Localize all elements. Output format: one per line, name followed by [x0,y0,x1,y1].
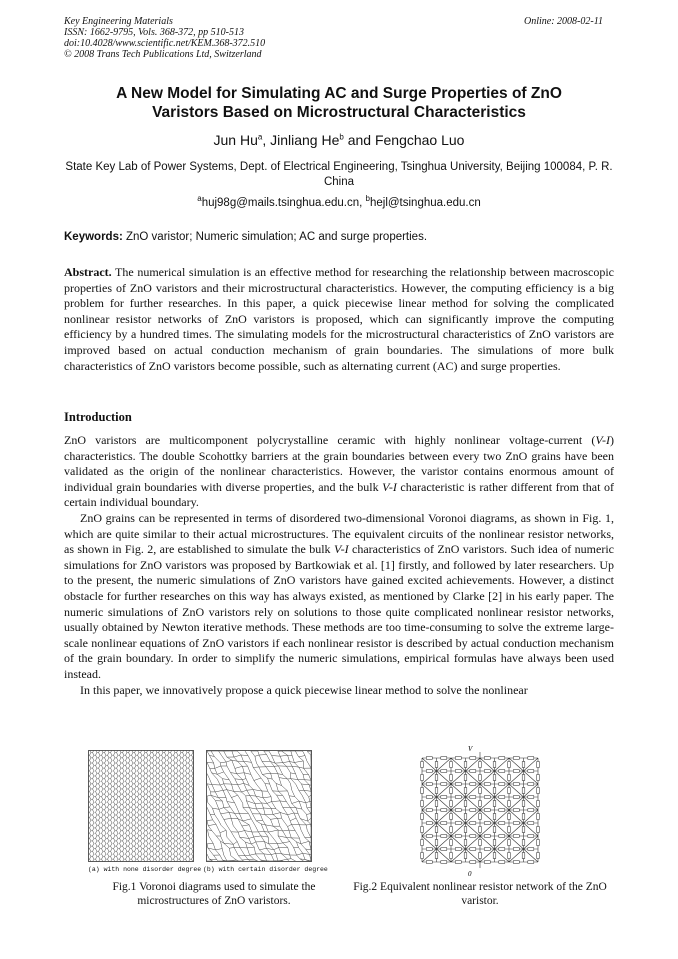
resistor-symbol [421,840,424,846]
resistor-symbol [522,853,525,859]
resistor-symbol [479,814,482,820]
resistor-symbol [479,853,482,859]
resistor-symbol [421,801,424,807]
resistor-symbol [426,783,432,786]
title-line-1: A New Model for Simulating AC and Surge Properties of ZnO [116,85,562,102]
resistor-symbol [499,822,505,825]
author-name: Jun Hu [213,132,258,148]
resistor-symbol [426,822,432,825]
resistor-symbol [508,775,511,781]
resistor-symbol [513,835,519,838]
resistor-symbol [450,801,453,807]
resistor-symbol [528,861,534,864]
resistor-symbol [528,770,534,773]
figure-1b [206,750,312,862]
voronoi-disordered-image [206,750,312,862]
resistor-symbol [426,835,432,838]
resistor-symbol [484,783,490,786]
resistor-symbol [450,853,453,859]
resistor-symbol [426,757,432,760]
text-run: In this paper, we innovatively propose a quick piecewise linear method to solve the nonlinear [80,682,528,697]
resistor-symbol [421,814,424,820]
resistor-symbol [479,801,482,807]
resistor-symbol [493,827,496,833]
resistor-symbol [426,848,432,851]
abstract-label: Abstract. [64,265,112,279]
voronoi-regular-image [88,750,194,862]
resistor-symbol [479,788,482,794]
resistor-symbol [493,801,496,807]
text-run: characteristics of ZnO varistors. Such idea of numeric simulations for ZnO varistors was proposed by Bartkowiak et al. [1] firstly, and followed by later researchers. Up to the present, the numeric simulations of ZnO varistors have gained excited achievements. However, a distinct obstacle for further researches on this way has always existed, as mentioned by Clarke [2] in his early paper. The numeric simulations of ZnO varistors rely on solutions to those quite complicated nonlinear resistor networks, usually obtained by Newton iterative methods. These methods are too time-consuming to solve the extreme large-scale nonlinear equations of ZnO varistors if each nonlinear resistor is described by actual conduction mechanism of the grain boundary. In order to simplify the numeric simulations, empirical formulas have always been used instead. [64,542,614,681]
resistor-symbol [508,762,511,768]
resistor-symbol [464,788,467,794]
doi-line: doi:10.4028/www.scientific.net/KEM.368-372.510 [64,38,266,49]
resistor-symbol [421,853,424,859]
resistor-symbol [528,796,534,799]
paper-title [64,84,614,122]
resistor-symbol [493,762,496,768]
resistor-symbol [499,783,505,786]
resistor-symbol [421,788,424,794]
resistor-symbol [499,770,505,773]
resistor-symbol [479,762,482,768]
resistor-symbol [513,783,519,786]
abstract-text: The numerical simulation is an effective method for researching the relationship between macroscopic properties of ZnO varistors and their microstructural characteristics. However, the computing efficiency is a big problem for further researches. In this paper, a quick piecewise linear method for solving the complicated nonlinear resistor networks of ZnO varistors is proposed, which can significantly improve the computing efficiency by a hundred times. The simulating models for the microstructural characteristics of ZnO varistors are improved based on actual conduction mechanism of grain boundaries. The simulations of more bulk characteristics of ZnO varistors become possible, such as alternating current (AC) and surge properties. [64,265,614,373]
resistor-symbol [435,814,438,820]
resistor-symbol [499,835,505,838]
resistor-network-diagram [410,742,550,878]
keywords [64,231,614,243]
resistor-symbol [470,861,476,864]
figure-1a-label: (a) with none disorder degree [88,866,202,873]
resistor-symbol [522,775,525,781]
resistor-symbol [464,853,467,859]
resistor-symbol [470,796,476,799]
resistor-symbol [499,796,505,799]
resistor-symbol [426,770,432,773]
resistor-symbol [435,801,438,807]
resistor-symbol [441,796,447,799]
paragraph [64,433,614,511]
resistor-symbol [464,814,467,820]
resistor-symbol [528,757,534,760]
resistor-symbol [435,788,438,794]
resistor-symbol [435,840,438,846]
italic-term: V-I [595,433,610,447]
resistor-symbol [450,762,453,768]
author-emails [64,194,614,209]
resistor-symbol [441,835,447,838]
resistor-symbol [484,796,490,799]
affiliation: State Key Lab of Power Systems, Dept. of Electrical Engineering, Tsinghua University, Beijing 100084, P. R. China [65,161,613,188]
resistor-symbol [537,775,540,781]
figure-1b-label: (b) with certain disorder degree [203,866,328,873]
resistor-symbol [522,801,525,807]
introduction-body [64,433,614,698]
keywords-text: ZnO varistor; Numeric simulation; AC and surge properties. [122,231,428,243]
resistor-symbol [537,788,540,794]
resistor-symbol [455,796,461,799]
author-separator: , [262,132,271,148]
resistor-symbol [522,762,525,768]
email-link[interactable]: hejl@tsinghua.edu.cn [369,196,481,209]
resistor-symbol [508,853,511,859]
resistor-symbol [528,809,534,812]
figure-2 [410,742,550,878]
resistor-symbol [464,840,467,846]
figure-2-caption: Fig.2 Equivalent nonlinear resistor network of the ZnO varistor. [353,881,607,907]
resistor-symbol [508,827,511,833]
resistor-symbol [470,809,476,812]
resistor-symbol [455,835,461,838]
resistor-symbol [537,853,540,859]
email-mark: a [197,194,202,203]
resistor-symbol [441,783,447,786]
issn-line: ISSN: 1662-9795, Vols. 368-372, pp 510-513 [64,27,244,38]
resistor-symbol [513,822,519,825]
resistor-symbol [455,848,461,851]
resistor-symbol [455,783,461,786]
resistor-symbol [470,757,476,760]
resistor-symbol [435,853,438,859]
resistor-symbol [537,814,540,820]
resistor-symbol [493,840,496,846]
journal-name: Key Engineering Materials [64,16,173,27]
resistor-symbol [484,822,490,825]
resistor-symbol [450,775,453,781]
resistor-symbol [421,762,424,768]
resistor-symbol [421,827,424,833]
figure-1-caption: Fig.1 Voronoi diagrams used to simulate the microstructures of ZnO varistors. [112,881,316,907]
email-separator: , [359,196,366,209]
resistor-symbol [493,788,496,794]
resistor-symbol [450,840,453,846]
abstract [64,265,614,374]
resistor-symbol [464,801,467,807]
resistor-symbol [508,840,511,846]
text-run: ) characteristics. The double Scohottky barriers at the grain boundaries between every two ZnO grains have been validated as the origin of the nonlinear characteristics. However, the varistor contains enormous amount of individual grain boundaries with diverse properties, and the bulk [64,433,614,494]
resistor-symbol [435,762,438,768]
resistor-symbol [450,814,453,820]
resistor-symbol [455,757,461,760]
resistor-symbol [455,809,461,812]
voltage-label: V [468,745,473,753]
online-date: Online: 2008-02-11 [524,16,603,27]
resistor-symbol [508,788,511,794]
resistor-symbol [522,840,525,846]
resistor-symbol [441,757,447,760]
copyright-line: © 2008 Trans Tech Publications Ltd, Switzerland [64,49,262,60]
resistor-symbol [484,835,490,838]
resistor-symbol [435,775,438,781]
resistor-symbol [455,770,461,773]
resistor-symbol [470,822,476,825]
email-link[interactable]: huj98g@mails.tsinghua.edu.cn [201,196,360,209]
resistor-symbol [537,840,540,846]
resistor-symbol [513,861,519,864]
resistor-symbol [464,762,467,768]
resistor-symbol [421,775,424,781]
author-name: Fengchao Luo [374,132,465,148]
text-run: characteristic is rather different from that of certain individual boundary. [64,479,614,510]
resistor-symbol [484,848,490,851]
resistor-symbol [522,788,525,794]
keywords-label: Keywords: [64,231,123,243]
resistor-symbol [479,827,482,833]
resistor-symbol [528,822,534,825]
figure-1a [88,750,194,862]
resistor-symbol [426,796,432,799]
resistor-symbol [464,827,467,833]
resistor-symbol [537,827,540,833]
resistor-symbol [455,822,461,825]
italic-term: V-I [382,479,397,494]
resistor-symbol [499,757,505,760]
resistor-symbol [528,848,534,851]
resistor-symbol [499,848,505,851]
text-run: ZnO grains can be represented in terms of disordered two-dimensional Voronoi diagrams, as shown in Fig. 1, which are quite similar to their actual microstructures. The equivalent circuits of the nonlinear resistor networks, as shown in Fig. 2, are established to simulate the bulk [64,510,614,557]
resistor-symbol [426,809,432,812]
resistor-symbol [508,801,511,807]
resistor-symbol [493,853,496,859]
resistor-symbol [484,861,490,864]
resistor-symbol [508,814,511,820]
resistor-symbol [484,770,490,773]
resistor-symbol [499,809,505,812]
email-mark: b [365,194,370,203]
resistor-symbol [499,861,505,864]
resistor-symbol [450,827,453,833]
network-wires [422,752,538,868]
resistor-symbol [426,861,432,864]
title-line-2: Varistors Based on Microstructural Characteristics [152,104,526,121]
author-list [64,132,614,148]
text-run: ZnO varistors are multicomponent polycrystalline ceramic with highly nonlinear voltage-current ( [64,433,596,447]
resistor-symbol [493,814,496,820]
resistor-symbol [484,809,490,812]
resistor-symbol [470,770,476,773]
resistor-symbol [441,822,447,825]
resistor-symbol [513,809,519,812]
resistor-symbol [528,783,534,786]
section-heading: Introduction [64,410,132,424]
resistor-symbol [470,848,476,851]
journal-header [64,16,265,60]
author-mark: b [339,132,344,142]
resistor-symbol [522,814,525,820]
resistor-symbol [464,775,467,781]
resistor-symbol [441,861,447,864]
italic-term: V-I [333,542,349,557]
resistor-symbol [479,840,482,846]
resistor-symbol [441,770,447,773]
author-name: Jinliang He [270,132,340,148]
resistor-symbol [537,801,540,807]
paragraph [64,683,614,699]
ground-label: 0 [468,870,472,878]
resistor-symbol [513,848,519,851]
resistor-symbol [513,757,519,760]
resistor-symbol [435,827,438,833]
resistor-symbol [522,827,525,833]
resistor-symbol [537,762,540,768]
resistor-symbol [441,809,447,812]
resistor-symbol [493,775,496,781]
resistor-symbol [513,770,519,773]
author-mark: a [257,132,263,142]
resistor-symbol [455,861,461,864]
resistor-symbol [441,848,447,851]
paragraph [64,511,614,683]
resistor-symbol [528,835,534,838]
resistor-symbol [513,796,519,799]
author-separator: and [343,132,375,148]
resistor-symbol [479,775,482,781]
resistor-symbol [470,835,476,838]
resistor-symbol [470,783,476,786]
resistor-symbol [484,757,490,760]
resistor-symbol [450,788,453,794]
